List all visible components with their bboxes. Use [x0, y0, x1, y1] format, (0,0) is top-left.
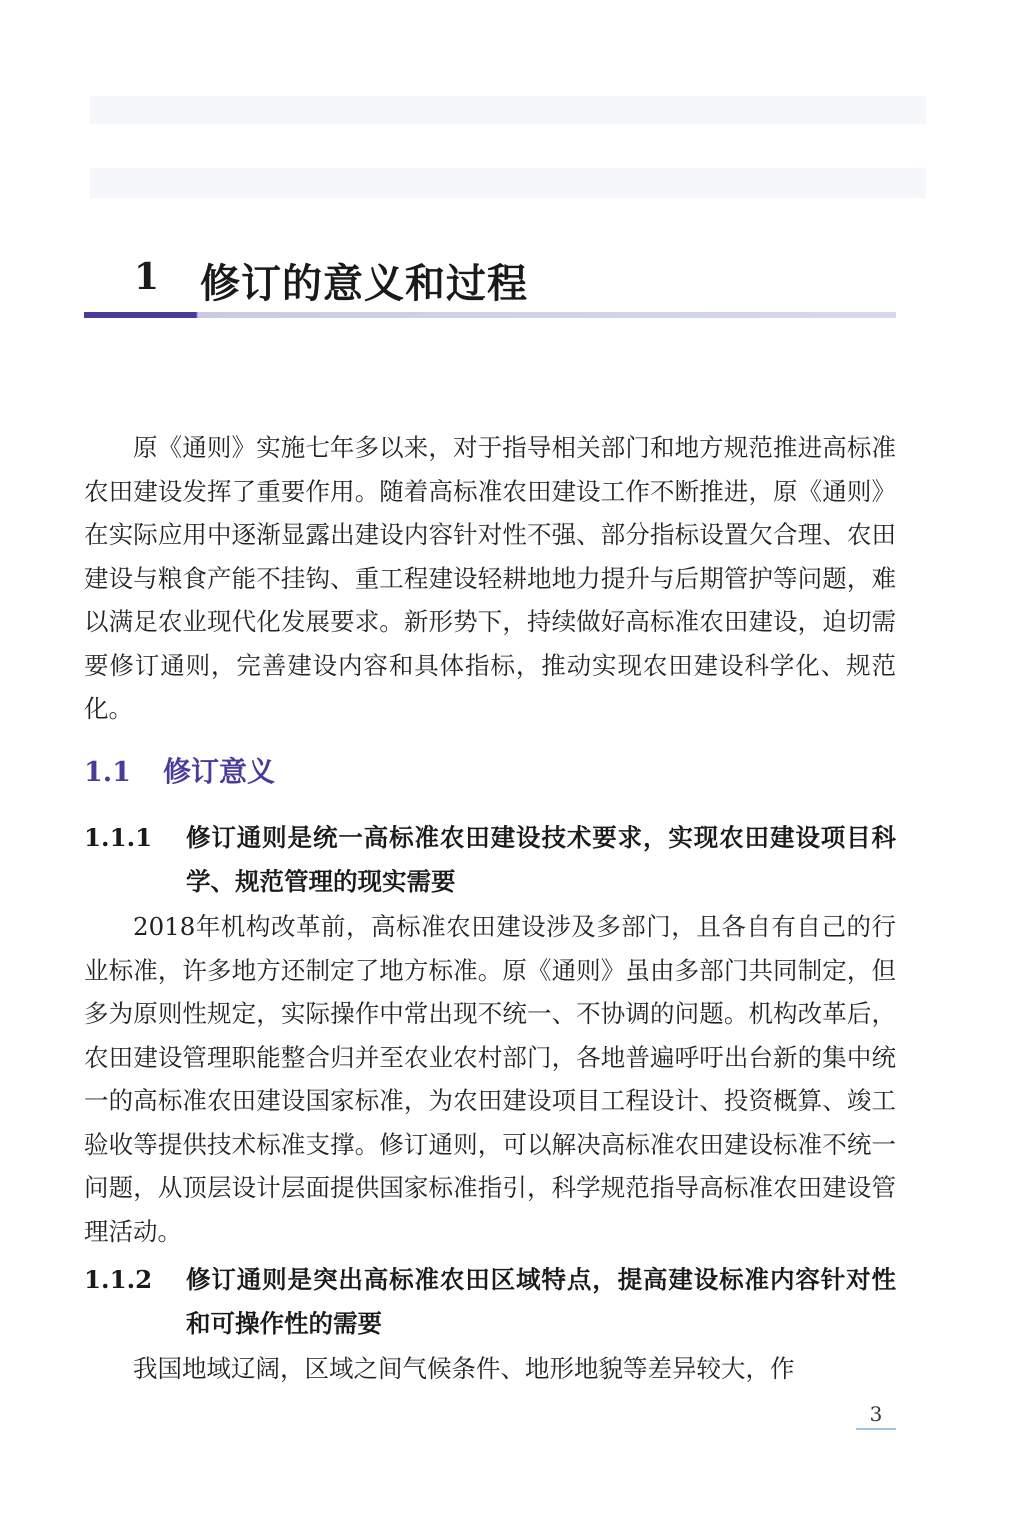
subsection-title: 修订通则是统一高标准农田建设技术要求，实现农田建设项目科学、规范管理的现实需要 — [186, 823, 896, 896]
section-number: 1.1 — [84, 757, 131, 788]
subsection-body-2: 我国地域辽阔，区域之间气候条件、地形地貌等差异较大，作 — [133, 1354, 795, 1383]
chapter-number: 1 — [134, 256, 160, 298]
chapter-title: 修订的意义和过程 — [200, 261, 528, 307]
subsection-heading-1 — [84, 816, 896, 904]
subsection-heading-2 — [84, 1258, 896, 1346]
subsection-title: 修订通则是突出高标准农田区域特点，提高建设标准内容针对性和可操作性的需要 — [186, 1265, 896, 1338]
section-title: 修订意义 — [162, 755, 275, 788]
intro-paragraph: 原《通则》实施七年多以来，对于指导相关部门和地方规范推进高标准农田建设发挥了重要作用。随着高标准农田建设工作不断推进，原《通则》在实际应用中逐渐显露出建设内容针对性不强、部分指标设置欠合理、农田建设与粮食产能不挂钩、重工程建设轻耕地地力提升与后期管护等问题，难以满足农业现代化发展要求。新形势下，持续做好高标准农田建设，迫切需要修订通则，完善建设内容和具体指标，推动实现农田建设科学化、规范化。 — [84, 433, 896, 723]
chapter-underline — [84, 312, 896, 318]
page-number: 3 — [856, 1402, 896, 1430]
subsection-body-1: 2018年机构改革前，高标准农田建设涉及多部门，且各自有自己的行业标准，许多地方还制定了地方标准。原《通则》虽由多部门共同制定，但多为原则性规定，实际操作中常出现不统一、不协调的问题。机构改革后，农田建设管理职能整合归并至农业农村部门，各地普遍呼吁出台新的集中统一的高标准农田建设国家标准，为农田建设项目工程设计、投资概算、竣工验收等提供技术标准支撑。修订通则，可以解决高标准农田建设标准不统一问题，从顶层设计层面提供国家标准指引，科学规范指导高标准农田建设管理活动。 — [84, 912, 896, 1246]
chapter-heading — [84, 250, 896, 320]
section-heading — [84, 750, 275, 790]
subsection-number: 1.1.1 — [84, 823, 153, 852]
subsection-number: 1.1.2 — [84, 1265, 153, 1294]
document-page — [84, 0, 896, 1535]
